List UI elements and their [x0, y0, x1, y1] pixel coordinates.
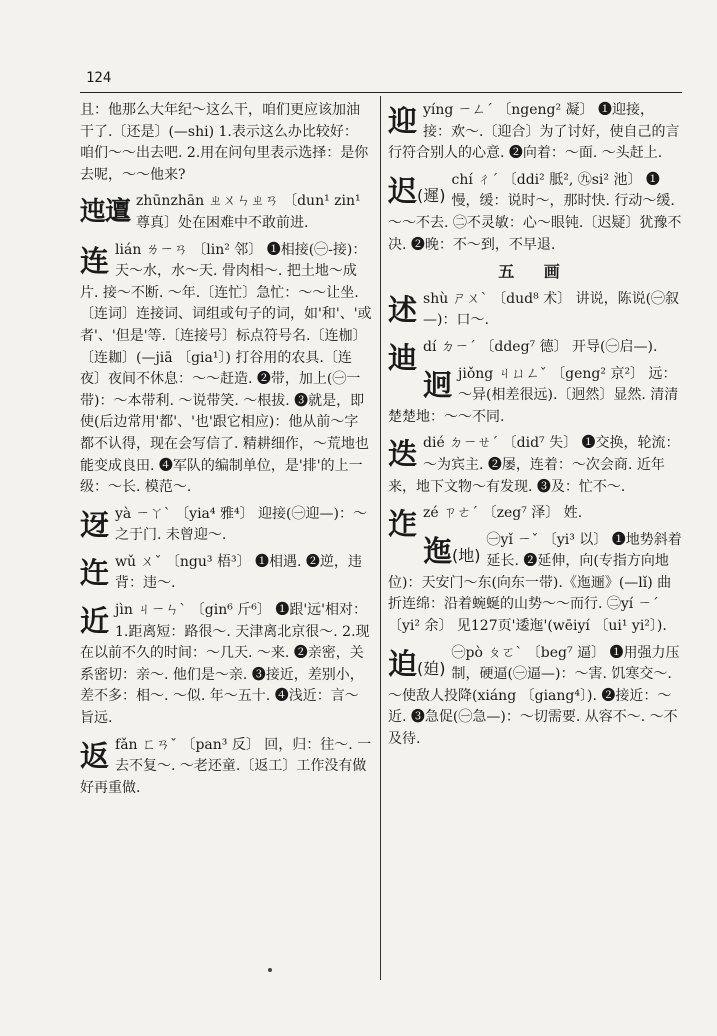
section-heading: 五 画: [498, 262, 572, 282]
definition: jiǒng ㄐㄩㄥˇ 〔geng² 京²〕 远：～异(相差很远).〔迥然〕显然. 清清楚楚地：～～不同.: [388, 365, 679, 425]
entry-shu: [388, 289, 682, 332]
headword: 迪: [388, 340, 418, 375]
headword: 迥: [423, 367, 453, 402]
headword: 近: [80, 604, 110, 639]
entry-di: [388, 337, 682, 375]
definition: chí ㄔˊ 〔ddi² 胝², ㊈si² 池〕 ❶慢，缓：说时～，那时快. 行动～缓. ～～不去. ㊁不灵敏：心～眼钝.〔迟疑〕犹豫不决. ❷晚：不～到，不早退.: [388, 171, 682, 253]
entry-die: [388, 433, 682, 498]
left-column: [80, 100, 372, 804]
headword: 连: [80, 243, 110, 278]
definition: jìn ㄐㄧㄣˋ 〔gin⁶ 斤⁶〕 ❶跟'远'相对：1.距离短：路很～. 天津离北京很～. 2.现在以前不久的时间：～几天. ～来. ❷亲密，关系密切：亲～. 他们是～亲. ❸接近，差别小，差不多：相～. ～似. 年～五十. ❹浅近：言～旨远.: [80, 602, 370, 727]
definition: yíng ㄧㄥˊ 〔ngeng² 凝〕 ❶迎接，接：欢～.〔迎合〕为了讨好，使自己的言行符合别人的心意. ❷向着：～面. ～头赶上.: [388, 102, 680, 162]
headword: 迎: [388, 104, 418, 138]
headword: 迕: [80, 555, 110, 590]
definition: zhūnzhān ㄓㄨㄣㄓㄢ 〔dun¹ zin¹尊真〕处在困难中不敢前进.: [136, 193, 361, 231]
headword: 迮: [388, 507, 418, 542]
definition: fǎn ㄈㄢˇ 〔pan³ 反〕 回，归：往～. 一去不复～. ～老还童.〔返工〕工作没有做好再重做.: [80, 736, 372, 796]
definition: wǔ ㄨˇ 〔ngu³ 梧³〕 ❶相遇. ❷逆，违背：违～.: [115, 553, 362, 592]
definition: shù ㄕㄨˋ 〔dud⁸ 术〕 讲说，陈说(㊀叙—)：口～.: [423, 290, 680, 329]
definition: lián ㄌㄧㄢ 〔lin² 邻〕 ❶相接(㊀-接)：天～水，水～天. 骨肉相～. 把土地～成片. 接～不断. ～年.〔连忙〕急忙：～～让坐.〔连词〕连接词、词组或句子的词，如'和'、'或者'、'但是'等.〔连接号〕标点符号名.〔连枷〕〔连耞〕(—jiā 〔gia¹〕) 打谷用的农具.〔连夜〕夜间不休息：～～赶造. ❷带，加上(㊀一带)：～本带利. ～说带笑. ～根拔. ❸就是，即使(后边常用'都'、'也'跟它相应)：他从前～字都不认得，现在会写信了. 精耕细作，～荒地也能变成良田. ❹军队的编制单位，是'排'的上一级：～长. 模范～.: [80, 241, 372, 496]
headword: 返: [80, 738, 110, 773]
header-rule: [80, 92, 682, 93]
entry-jin: [80, 600, 372, 730]
continuation-text: 且：他那么大年纪～这么干，咱们更应该加油干了.〔还是〕(—shi) 1.表示这么办比较好： 咱们～～出去吧. 2.用在问句里表示选择：是你去呢，～～他来?: [80, 102, 369, 183]
entry-jiong: [388, 364, 682, 429]
headword: 迟(遲): [388, 173, 446, 208]
page-number: 124: [86, 70, 112, 86]
print-speck: [268, 968, 272, 972]
headword: 迭: [388, 437, 418, 472]
definition: ㊀pò ㄆㄛˋ 〔beg⁷ 逼〕 ❶用强力压制，硬逼(㊀逼—)：～害. 饥寒交～. ～使敌人投降(xiáng 〔giang⁴〕). ❷接近：～近. ❸急促(㊀急—)：～切需要. 从容不～. ～不及待.: [388, 644, 680, 748]
headword: 述: [388, 292, 418, 327]
headword: 迤(地): [423, 533, 481, 568]
entry-wu: [80, 552, 372, 595]
entry-lian: [80, 240, 372, 499]
definition: dí ㄉㄧˊ 〔ddeg⁷ 德〕 开导(㊀启—).: [423, 338, 658, 355]
definition: dié ㄉㄧㄝˊ 〔did⁷ 失〕 ❶交换，轮流：～为宾主. ❷屡，连着：～次会商. 近年来，地下文物～有发现. ❸及：忙不～.: [388, 435, 680, 495]
headword: 迫(廹): [388, 646, 446, 681]
entry-fan: [80, 735, 372, 800]
definition: zé ㄗㄜˊ 〔zeg⁷ 泽〕 姓.: [423, 505, 583, 522]
entry-ying: [388, 100, 682, 165]
entry-yi: [388, 530, 682, 638]
definition: ㊀yǐ ㄧˇ 〔yi³ 以〕 ❶地势斜着延长. ❷延伸，向(专指方向地位)：天安门～东(向东一带).《迤逦》(—lǐ) 曲折连绵：沿着蜿蜒的山势～～而行. ㊁yí ㄧˊ 〔yi² 余〕 见127页'逶迤'(wēiyí 〔ui¹ yi²〕).: [388, 531, 682, 635]
entry-zhunzhan: [80, 191, 372, 234]
definition: yà ㄧㄚˋ 〔yia⁴ 雅⁴〕 迎接(㊀迎—)：～之于门. 未曾迎～.: [115, 505, 367, 544]
right-column: [388, 100, 682, 756]
entry-ya: [80, 504, 372, 547]
entry-po: [388, 643, 682, 751]
headword: 迓: [80, 507, 110, 542]
column-divider: [380, 96, 381, 980]
headword: 迍邅: [80, 197, 131, 228]
entry-chi: [388, 170, 682, 256]
entry-ze: [388, 503, 682, 542]
